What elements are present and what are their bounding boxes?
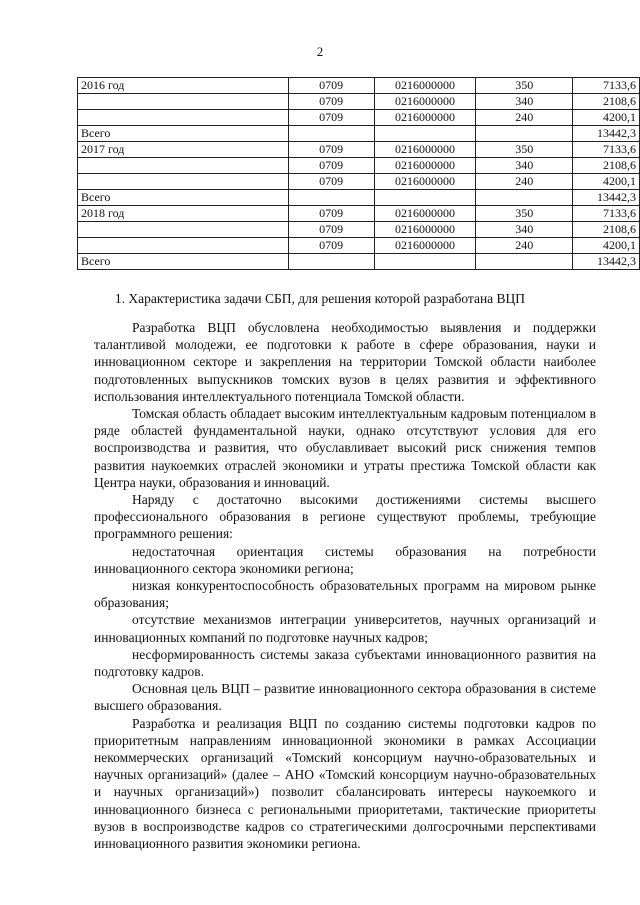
paragraph: несформированность системы заказа субъектами инновационного развития на подготовку кадров. — [94, 646, 596, 680]
target-article-cell — [374, 126, 476, 142]
year-cell — [78, 174, 289, 190]
budget-table — [77, 77, 640, 270]
expense-type-cell: 340 — [476, 158, 573, 174]
amount-cell: 4200,1 — [573, 110, 640, 126]
paragraph: Основная цель ВЦП – развитие инновационного сектора образования в системе высшего образования. — [94, 681, 596, 714]
total-label-cell: Всего — [78, 254, 289, 270]
year-cell — [78, 110, 289, 126]
expense-type-cell — [476, 190, 573, 206]
total-label-cell: Всего — [78, 190, 289, 206]
amount-cell: 7133,6 — [573, 142, 640, 158]
section-code-cell: 0709 — [288, 94, 374, 110]
target-article-cell: 0216000000 — [374, 222, 476, 238]
paragraph: Разработка ВЦП обусловлена необходимостью выявления и поддержки талантливой молодежи, ее подготовки к работе в сфере образования, науки и инновационном секторе и закрепления на территории Томской области наиболее подготовленных выпускников томских вузов в целях развития и эффективного использования интеллектуального потенциала Томской области. — [94, 320, 596, 404]
section-code-cell — [288, 254, 374, 270]
expense-type-cell — [476, 254, 573, 270]
section-code-cell: 0709 — [288, 238, 374, 254]
section-code-cell: 0709 — [288, 158, 374, 174]
total-amount-cell: 13442,3 — [573, 190, 640, 206]
year-cell: 2017 год — [78, 142, 289, 158]
table-row — [78, 174, 640, 190]
page-number: 2 — [316, 44, 324, 59]
amount-cell: 2108,6 — [573, 94, 640, 110]
year-cell — [78, 238, 289, 254]
paragraph: низкая конкурентоспособность образовательных программ на мировом рынке образования; — [94, 578, 596, 611]
expense-type-cell: 340 — [476, 222, 573, 238]
table-row — [78, 190, 640, 206]
target-article-cell — [374, 254, 476, 270]
year-cell — [78, 222, 289, 238]
expense-type-cell: 350 — [476, 206, 573, 222]
section-code-cell — [288, 126, 374, 142]
paragraph: отсутствие механизмов интеграции университетов, научных организаций и инновационных компаний по подготовке научных кадров; — [94, 612, 596, 645]
year-cell: 2018 год — [78, 206, 289, 222]
year-cell — [78, 158, 289, 174]
section-code-cell: 0709 — [288, 174, 374, 190]
table-row — [78, 222, 640, 238]
amount-cell: 7133,6 — [573, 206, 640, 222]
section-code-cell: 0709 — [288, 142, 374, 158]
expense-type-cell: 240 — [476, 238, 573, 254]
expense-type-cell: 240 — [476, 110, 573, 126]
expense-type-cell — [476, 126, 573, 142]
expense-type-cell: 350 — [476, 78, 573, 94]
target-article-cell — [374, 190, 476, 206]
paragraph: Наряду с достаточно высокими достижениями системы высшего профессионального образования в регионе существуют проблемы, требующие программного решения: — [94, 492, 596, 542]
section-code-cell — [288, 190, 374, 206]
table-row — [78, 254, 640, 270]
target-article-cell: 0216000000 — [374, 94, 476, 110]
table-row — [78, 158, 640, 174]
table-row — [78, 126, 640, 142]
table-row — [78, 110, 640, 126]
section-code-cell: 0709 — [288, 222, 374, 238]
year-cell: 2016 год — [78, 78, 289, 94]
table-row — [78, 238, 640, 254]
table-row — [78, 94, 640, 110]
section-code-cell: 0709 — [288, 206, 374, 222]
section-body — [94, 319, 596, 852]
expense-type-cell: 340 — [476, 94, 573, 110]
section-code-cell: 0709 — [288, 110, 374, 126]
amount-cell: 4200,1 — [573, 174, 640, 190]
target-article-cell: 0216000000 — [374, 206, 476, 222]
expense-type-cell: 240 — [476, 174, 573, 190]
amount-cell: 7133,6 — [573, 78, 640, 94]
paragraph: недостаточная ориентация системы образования на потребности инновационного сектора экономики региона; — [94, 543, 596, 576]
total-amount-cell: 13442,3 — [573, 254, 640, 270]
target-article-cell: 0216000000 — [374, 78, 476, 94]
target-article-cell: 0216000000 — [374, 158, 476, 174]
expense-type-cell: 350 — [476, 142, 573, 158]
amount-cell: 2108,6 — [573, 222, 640, 238]
section-heading: 1. Характеристика задачи СБП, для решения которой разработана ВЦП — [114, 291, 526, 306]
paragraph: Томская область обладает высоким интеллектуальным кадровым потенциалом в ряде областей фундаментальной науки, однако отсутствуют условия для его воспроизводства и развития, что обуславливает высокий риск снижения темпов развития наукоемких отраслей экономики и утраты престижа Томской области как Центра науки, образования и инноваций. — [94, 406, 596, 490]
target-article-cell: 0216000000 — [374, 238, 476, 254]
target-article-cell: 0216000000 — [374, 110, 476, 126]
table-row — [78, 142, 640, 158]
total-label-cell: Всего — [78, 126, 289, 142]
paragraph: Разработка и реализация ВЦП по созданию системы подготовки кадров по приоритетным направлениям инновационной экономики в рамках Ассоциации некоммерческих организаций «Томский консорциум научно-образовательных и научных организаций» (далее – АНО «Томский консорциум научно-образовательных и научных организаций») позволит сбалансировать интересы наукоемкого и инновационного бизнеса с региональными приоритетами, тактические приоритеты вузов в воспроизводстве кадров со стратегическими долгосрочными перспективами инновационного развития экономики региона. — [94, 715, 596, 852]
year-cell — [78, 94, 289, 110]
target-article-cell: 0216000000 — [374, 142, 476, 158]
target-article-cell: 0216000000 — [374, 174, 476, 190]
amount-cell: 2108,6 — [573, 158, 640, 174]
table-row — [78, 206, 640, 222]
amount-cell: 4200,1 — [573, 238, 640, 254]
section-code-cell: 0709 — [288, 78, 374, 94]
total-amount-cell: 13442,3 — [573, 126, 640, 142]
table-row — [78, 78, 640, 94]
